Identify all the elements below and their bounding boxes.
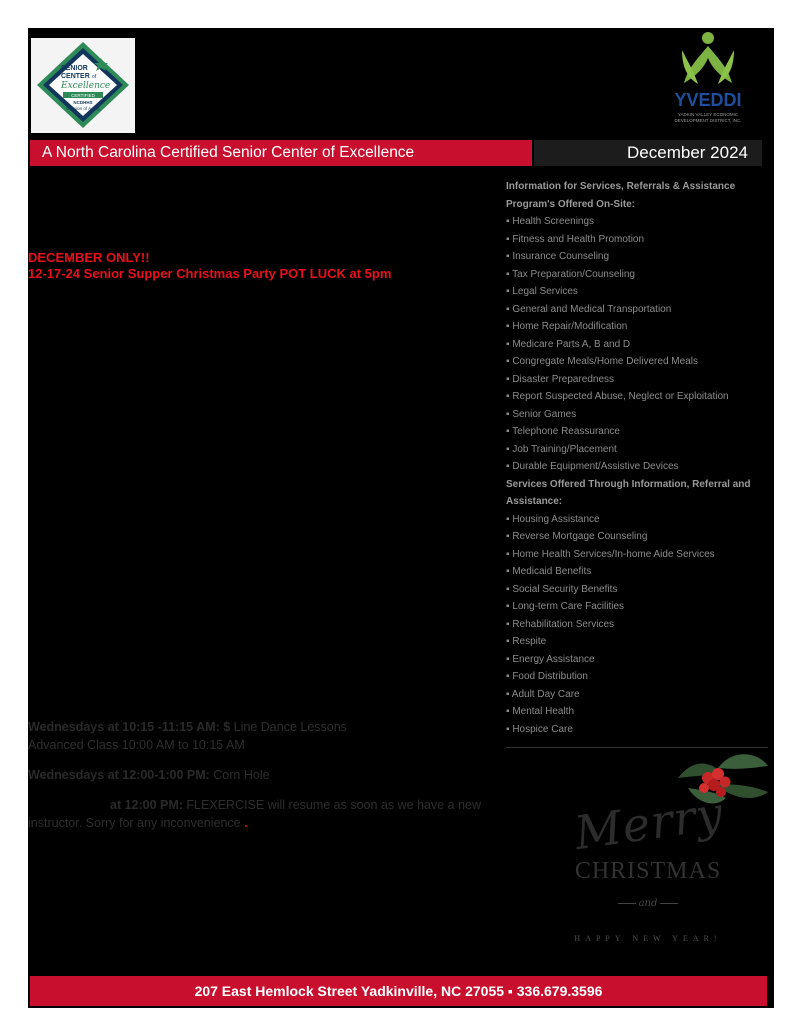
advanced-class-entry: Advanced Class 10:00 AM to 10:15 AM — [28, 738, 245, 752]
christmas-title: CHRISTMAS — [574, 858, 722, 884]
december-announcement — [28, 250, 391, 282]
flexercise-end-mark: . — [244, 816, 248, 830]
service-item: ▪ Fitness and Health Promotion — [506, 233, 645, 245]
service-item: ▪ Long-term Care Facilities — [506, 601, 625, 612]
flyer-page — [28, 28, 774, 1008]
service-item: ▪ Report Suspected Abuse, Neglect or Exploitation — [506, 391, 729, 402]
service-item: ▪ Energy Assistance — [506, 653, 595, 665]
svg-text:NCDHHS: NCDHHS — [73, 100, 93, 105]
and-separator: and — [598, 898, 698, 909]
cornhole-activity: Corn Hole — [209, 768, 270, 782]
service-item: ▪ Home Health Services/In-home Aide Services — [506, 548, 715, 560]
service-item: ▪ Medicaid Benefits — [506, 566, 592, 577]
line-dance-activity: Line Dance Lessons — [230, 720, 347, 734]
service-item: ▪ Telephone Reassurance — [506, 426, 620, 437]
svg-text:YVEDDI: YVEDDI — [674, 90, 742, 110]
service-item: ▪ Hospice Care — [506, 723, 573, 735]
service-item: ▪ Insurance Counseling — [506, 251, 610, 262]
service-item: ▪ Food Distribution — [506, 671, 588, 682]
senior-center-excellence-logo — [31, 38, 135, 133]
service-item: ▪ Disaster Preparedness — [506, 373, 615, 385]
service-item: ▪ Tax Preparation/Counseling — [506, 268, 635, 280]
services-column — [506, 178, 768, 738]
announcement-headline: DECEMBER ONLY!! — [28, 250, 150, 265]
service-item: ▪ Medicare Parts A, B and D — [506, 338, 631, 350]
service-item: ▪ Durable Equipment/Assistive Devices — [506, 461, 679, 472]
month-banner: December 2024 — [534, 140, 762, 166]
service-item: ▪ Rehabilitation Services — [506, 618, 615, 630]
onsite-services-list — [506, 213, 768, 476]
line-dance-entry — [28, 718, 498, 736]
flexercise-note: FLEXERCISE will resume as soon as we have a new instructor. Sorry for any inconvenience — [28, 798, 481, 830]
address-footer: 207 East Hemlock Street Yadkinville, NC 27055 ▪ 336.679.3596 — [30, 976, 767, 1006]
svg-text:YADKIN VALLEY ECONOMIC: YADKIN VALLEY ECONOMIC — [677, 112, 739, 117]
holiday-greeting — [548, 748, 774, 948]
service-item: ▪ Reverse Mortgage Counseling — [506, 531, 648, 542]
merry-script: Merry — [571, 785, 727, 861]
event-description: 12-17-24 Senior Supper Christmas Party — [28, 266, 280, 281]
line-dance-time: Wednesdays at 10:15 -11:15 AM: $ — [28, 720, 231, 734]
service-item: ▪ Respite — [506, 636, 547, 647]
svg-text:CERTIFIED: CERTIFIED — [71, 93, 95, 98]
flexercise-entry — [28, 796, 498, 832]
yveddi-logo — [658, 28, 758, 128]
svg-text:Excellence: Excellence — [61, 81, 111, 91]
service-item: ▪ Housing Assistance — [506, 513, 600, 525]
referral-services-list — [506, 511, 768, 739]
service-item: ▪ Social Security Benefits — [506, 583, 618, 595]
certification-banner: A North Carolina Certified Senior Center of Excellence — [30, 140, 532, 166]
happy-new-year-text: HAPPY NEW YEAR! — [574, 934, 722, 943]
service-item: ▪ Mental Health — [506, 706, 575, 717]
service-item: ▪ Congregate Meals/Home Delivered Meals — [506, 356, 698, 367]
announcement-event — [28, 266, 391, 282]
service-item: ▪ Home Repair/Modification — [506, 321, 628, 332]
service-item: ▪ Health Screenings — [506, 216, 595, 227]
svg-text:CENTER: CENTER — [61, 73, 90, 80]
cornhole-entry — [28, 766, 498, 784]
service-item: ▪ Job Training/Placement — [506, 443, 617, 455]
activity-schedule — [28, 718, 498, 832]
svg-text:of: of — [92, 74, 97, 80]
service-item: ▪ Legal Services — [506, 286, 578, 297]
cornhole-time: Wednesdays at 12:00-1:00 PM: — [28, 768, 210, 782]
svg-text:SENIOR: SENIOR — [61, 65, 88, 72]
referral-services-heading: Services Offered Through Information, Referral and Assistance: — [506, 478, 751, 507]
service-item: ▪ Senior Games — [506, 408, 577, 420]
onsite-services-heading: Information for Services, Referrals & Assistance Program's Offered On-Site: — [506, 181, 736, 210]
service-item: ▪ General and Medical Transportation — [506, 303, 672, 315]
service-item: ▪ Adult Day Care — [506, 688, 580, 700]
event-potluck: POT LUCK at 5pm — [279, 266, 392, 281]
svg-text:Division of Aging: Division of Aging — [66, 106, 100, 111]
svg-text:DEVELOPMENT DISTRICT, INC.: DEVELOPMENT DISTRICT, INC. — [674, 118, 742, 123]
flexercise-time: at 12:00 PM: — [110, 798, 183, 812]
